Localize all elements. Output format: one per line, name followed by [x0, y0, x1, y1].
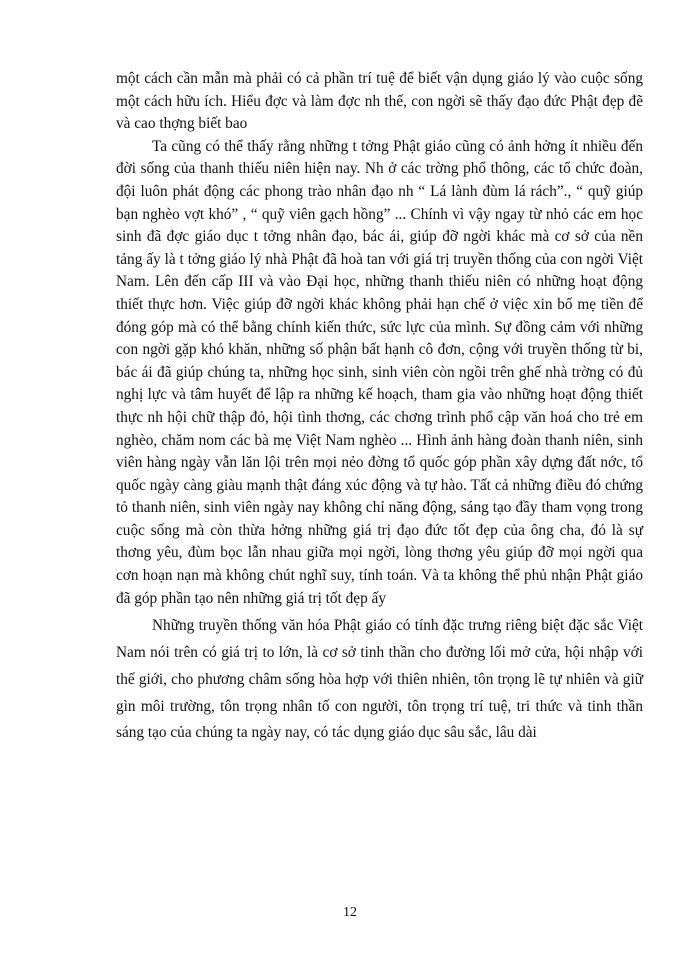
- document-body: [116, 68, 643, 747]
- paragraph-continuation: một cách cần mẫn mà phải có cả phần trí tuệ để biết vận dụng giáo lý vào cuộc sống một cách hữu ích. Hiểu đợc và làm đợc nh thế, con ngời sẽ thấy đạo đức Phật đẹp đẽ và cao thợng biết bao: [116, 70, 643, 133]
- paragraph-cultural-values: Những truyền thống văn hóa Phật giáo có tính đặc trưng riêng biệt đặc sắc Việt Nam nói trên có giá trị to lớn, là cơ sở tinh thần cho đường lối mở cửa, hội nhập với thế giới, cho phương châm sống hòa hợp với thiên nhiên, tôn trọng lẽ tự nhiên và giữ gìn môi trường, tôn trọng nhân tố con người, tôn trọng trí tuệ, tri thức và tinh thần sáng tạo của chúng ta ngày nay, có tác dụng giáo dục sâu sắc, lâu dài: [116, 617, 643, 742]
- page-number: 12: [343, 905, 357, 920]
- paragraph-youth-influence: Ta cũng có thể thấy rằng những t tởng Phật giáo cũng có ảnh hởng ít nhiều đến đời sống của thanh thiếu niên hiện nay. Nh ở các trờng phổ thông, các tổ chức đoàn, đội luôn phát động các phong trào nhân đạo nh “ Lá lành đùm lá rách”., “ quỹ giúp bạn nghèo vợt khó” , “ quỹ viên gạch hồng” ... Chính vì vậy ngay từ nhỏ các em học sinh đã đợc giáo dục t tởng nhân đạo, bác ái, giúp đỡ ngời khác mà cơ sở của nền tảng ấy là t tởng giáo lý nhà Phật đã hoà tan với giá trị truyền thống của con ngời Việt Nam. Lên đến cấp III và vào Đại học, những thanh thiếu niên có những hoạt động thiết thực hơn. Việc giúp đỡ ngời khác không phải hạn chế ở việc xin bố mẹ tiền để đóng góp mà có thể bằng chính kiến thức, sức lực của mình. Sự đồng cảm với những con ngời gặp khó khăn, những số phận bất hạnh cô đơn, cộng với truyền thống từ bi, bác ái đã giúp chúng ta, những học sinh, sinh viên còn ngồi trên ghế nhà trờng có đủ nghị lực và tâm huyết để lập ra những kế hoạch, tham gia vào những hoạt động thiết thực nh hội chữ thập đỏ, hội tình thơng, các chơng trình phổ cập văn hoá cho trẻ em nghèo, chăm nom các bà mẹ Việt Nam nghèo ... Hình ảnh hàng đoàn thanh niên, sinh viên hàng ngày vẫn lăn lội trên mọi nẻo đờng tổ quốc góp phần xây dựng đất nớc, tổ quốc ngày càng giàu mạnh thật đáng xúc động và tự hào. Tất cả những điều đó chứng tỏ thanh niên, sinh viên ngày nay không chỉ năng động, sáng tạo đầy tham vọng trong cuộc sống mà còn thừa hởng những giá trị đạo đức tốt đẹp của ông cha, đó là sự thơng yêu, đùm bọc lẫn nhau giữa mọi ngời, lòng thơng yêu giúp đỡ mọi ngời qua cơn hoạn nạn mà không chút nghĩ suy, tính toán. Và ta không thể phủ nhận Phật giáo đã góp phần tạo nên những giá trị tốt đẹp ấy: [116, 137, 643, 607]
